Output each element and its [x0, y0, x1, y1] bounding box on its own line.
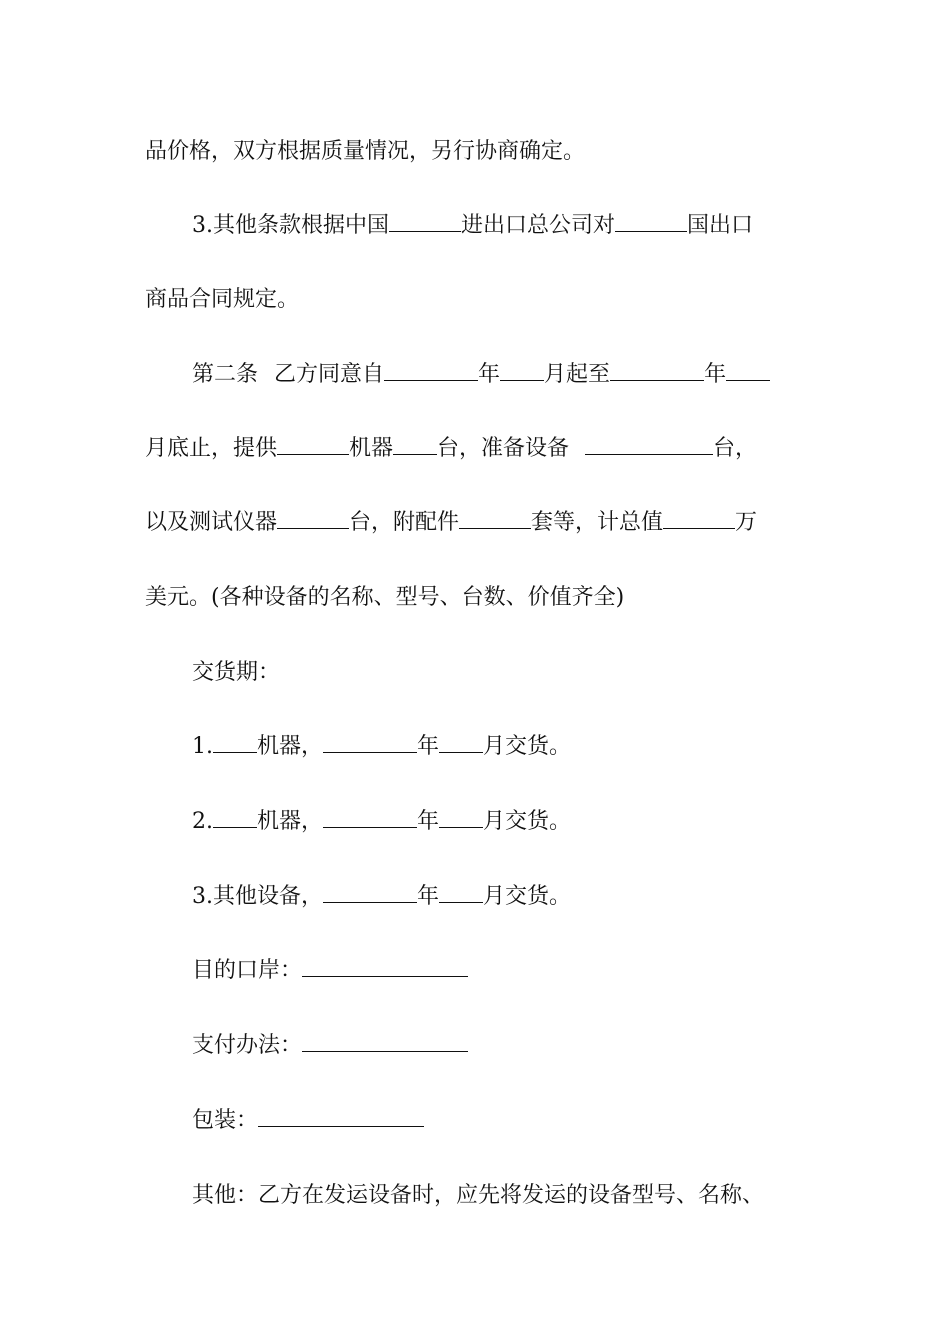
text-line-15: [0, 1181, 950, 1211]
blank-field: [500, 360, 544, 381]
text-line-13: [0, 1031, 950, 1061]
section-label: 交货期：: [192, 660, 281, 685]
text-segment: 年: [417, 809, 440, 834]
article-label: 第二条: [192, 362, 259, 387]
text-segment: 月起至: [544, 362, 611, 387]
text-line-5: [0, 434, 950, 464]
text-segment: 台，附配件: [349, 510, 460, 535]
text-segment: 年: [478, 362, 501, 387]
text-segment: 其他：乙方在发运设备时，应先将发运的设备型号、名称、: [192, 1183, 765, 1208]
text-segment: 年: [417, 884, 440, 909]
text-segment: 机器，: [257, 734, 324, 759]
blank-field: [615, 211, 687, 232]
blank-field: [277, 508, 349, 529]
text-segment: 月交货。: [483, 809, 572, 834]
blank-field: [726, 360, 770, 381]
text-segment: 套等，计总值: [531, 510, 664, 535]
blank-field: [213, 807, 257, 828]
blank-field: [585, 434, 713, 455]
blank-field: [439, 807, 483, 828]
blank-field: [393, 434, 437, 455]
text-segment: 台，准备设备: [437, 436, 570, 461]
text-segment: 台，: [713, 436, 758, 461]
text-line-10: [0, 807, 950, 837]
blank-field: [439, 882, 483, 903]
text-line-6: [0, 508, 950, 538]
text-line-1: [0, 137, 950, 167]
blank-field: [389, 211, 461, 232]
text-line-2: [0, 211, 950, 241]
blank-field: [277, 434, 349, 455]
blank-field: [610, 360, 704, 381]
field-label: 目的口岸：: [192, 958, 303, 983]
text-segment: 机器: [349, 436, 394, 461]
text-segment: 年: [704, 362, 727, 387]
text-segment: 万: [735, 510, 758, 535]
text-line-12: [0, 956, 950, 986]
text-segment: 月交货。: [483, 884, 572, 909]
blank-field: [663, 508, 735, 529]
blank-field: [302, 956, 468, 977]
list-number: 2.: [192, 809, 213, 834]
text-segment: 国出口: [687, 213, 754, 238]
text-segment: 品价格，双方根据质量情况，另行协商确定。: [145, 139, 586, 164]
blank-field: [384, 360, 478, 381]
text-line-9: [0, 732, 950, 762]
blank-field: [323, 732, 417, 753]
text-line-7: [0, 583, 950, 613]
field-label: 支付办法：: [192, 1033, 303, 1058]
list-number: 1.: [192, 734, 213, 759]
text-segment: 机器，: [257, 809, 324, 834]
text-segment: 3.其他条款根据中国: [192, 213, 389, 238]
text-segment: 以及测试仪器: [145, 510, 278, 535]
text-line-3: [0, 285, 950, 315]
field-label: 包装：: [192, 1108, 259, 1133]
text-segment: 月底止，提供: [145, 436, 278, 461]
blank-field: [213, 732, 257, 753]
text-line-8: [0, 658, 950, 688]
blank-field: [323, 807, 417, 828]
text-line-14: [0, 1106, 950, 1136]
text-segment: 乙方同意自: [274, 362, 385, 387]
text-line-4: [0, 360, 950, 390]
text-segment: 月交货。: [483, 734, 572, 759]
text-segment: 美元。(各种设备的名称、型号、台数、价值齐全): [145, 585, 625, 610]
blank-field: [258, 1106, 424, 1127]
text-line-11: [0, 882, 950, 912]
blank-field: [323, 882, 417, 903]
blank-field: [459, 508, 531, 529]
text-segment: 商品合同规定。: [145, 287, 300, 312]
blank-field: [302, 1031, 468, 1052]
blank-field: [439, 732, 483, 753]
text-segment: 3.其他设备，: [192, 884, 323, 909]
text-segment: 年: [417, 734, 440, 759]
text-segment: 进出口总公司对: [461, 213, 616, 238]
